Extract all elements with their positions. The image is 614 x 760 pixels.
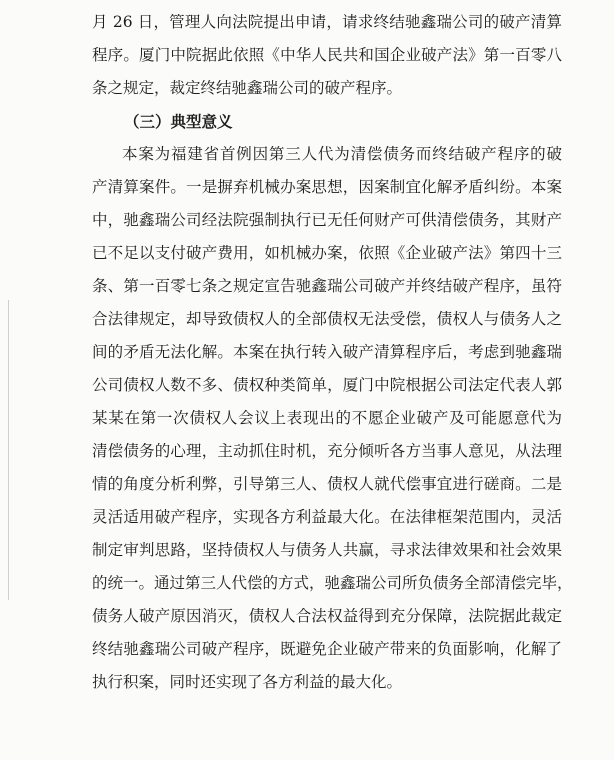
text-line: 执行积案，同时还实现了各方利益的最大化。: [92, 673, 403, 691]
document-body: [92, 6, 573, 699]
text-line: 月 26 日，管理人向法院提出申请，请求终结驰鑫瑞公司的破产清算: [92, 13, 562, 31]
text-line: 间的矛盾无法化解。本案在执行转入破产清算程序后，考虑到驰鑫瑞: [92, 343, 562, 361]
text-line: 灵活适用破产程序，实现各方利益最大化。在法律框架范围内，灵活: [92, 508, 562, 526]
text-line: 终结驰鑫瑞公司破产程序，既避免企业破产带来的负面影响，化解了: [92, 640, 562, 658]
text-line: 合法律规定，却导致债权人的全部债权无法受偿，债权人与债务人之: [92, 310, 562, 328]
text-line: 制定审判思路，坚持债权人与债务人共赢，寻求法律效果和社会效果: [92, 541, 562, 559]
section-heading: （三）典型意义: [124, 112, 233, 131]
text-line: 情的角度分析利弊，引导第三人、债权人就代偿事宜进行磋商。二是: [92, 475, 562, 493]
text-line: 条之规定，裁定终结驰鑫瑞公司的破产程序。: [92, 79, 403, 97]
text-line: 债务人破产原因消灭，债权人合法权益得到充分保障，法院据此裁定: [92, 607, 562, 625]
text-line: 中，驰鑫瑞公司经法院强制执行已无任何财产可供清偿债务，其财产: [92, 211, 562, 229]
text-line: 清偿债务的心理，主动抓住时机，充分倾听各方当事人意见，从法理: [92, 442, 562, 460]
text-line: 条、第一百零七条之规定宣告驰鑫瑞公司破产并终结破产程序，虽符: [92, 277, 562, 295]
text-line: 程序。厦门中院据此依照《中华人民共和国企业破产法》第一百零八: [92, 46, 562, 64]
text-line: 公司债权人数不多、债权种类简单，厦门中院根据公司法定代表人郭: [92, 376, 562, 394]
text-line: 的统一。通过第三人代偿的方式，驰鑫瑞公司所负债务全部清偿完毕，: [92, 574, 573, 592]
text-line: 某某在第一次债权人会议上表现出的不愿企业破产及可能愿意代为: [92, 409, 562, 427]
text-line: 产清算案件。一是摒弃机械办案思想，因案制宜化解矛盾纠纷。本案: [92, 178, 562, 196]
text-line: 本案为福建省首例因第三人代为清偿债务而终结破产程序的破: [122, 145, 562, 163]
page-edge-mark: [8, 300, 9, 600]
text-line: 已不足以支付破产费用，如机械办案，依照《企业破产法》第四十三: [92, 244, 562, 262]
